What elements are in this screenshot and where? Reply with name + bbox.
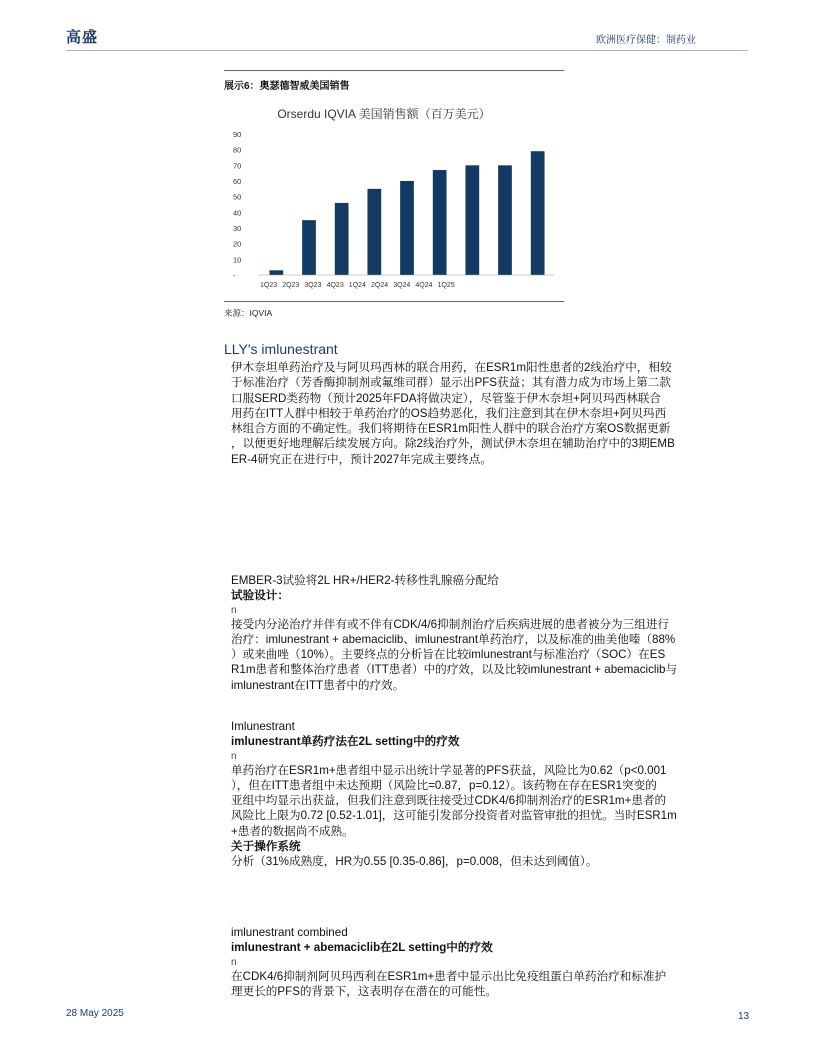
x-tick-label: 1Q23 (260, 282, 278, 289)
bullet-marker: n (231, 604, 237, 616)
x-tick-label: 1Q25 (437, 282, 455, 289)
combination-heading: imlunestrant combined (231, 926, 348, 939)
paragraph-line: ，以便更好地理解后续发展方向。除2线治疗外，测试伊木奈坦在辅助治疗中的3期EMB (231, 437, 675, 451)
paragraph-line: 风险比上限为0.72 [0.52-1.01]，这可能引发部分投资者对监管审批的担忧。当时ESR1m (231, 809, 677, 823)
paragraph-line: 伊木奈坦单药治疗及与阿贝玛西林的联合用药，在ESR1m阳性患者的2线治疗中，相较 (231, 361, 672, 374)
monotherapy-heading: Imlunestrant (231, 720, 295, 733)
bar (269, 270, 283, 275)
paragraph-line: R1m患者和整体治疗患者（ITT患者）中的疗效，以及比较imlunestrant + abemaciclib与 (231, 663, 678, 677)
paragraph-line: 接受内分泌治疗并伴有或不伴有CDK/4/6抑制剂治疗后疾病进展的患者被分为三组进行 (231, 617, 670, 631)
paragraph-line: 分析（31%成熟度，HR为0.55 [0.35-0.86]，p=0.008，但未达到阈值）。 (231, 855, 598, 869)
y-tick-label: 10 (233, 255, 242, 265)
y-tick-label: 80 (233, 145, 242, 155)
y-tick-label: 50 (233, 192, 242, 202)
bar (433, 170, 447, 275)
x-tick-label: 4Q24 (415, 282, 433, 289)
trial-design-heading: 试验设计： (231, 589, 289, 603)
paragraph-line: ），但在ITT患者组中未达预期（风险比=0.87，p=0.12）。该药物在存在ESR1突变的 (231, 778, 657, 792)
exhibit-bottom-rule (224, 301, 564, 302)
exhibit-title: 展示6：奥瑟德智威美国销售 (224, 81, 350, 92)
y-tick-label: 30 (233, 224, 242, 233)
y-tick-label: 20 (233, 239, 242, 249)
exhibit-source: 来源：IQVIA (224, 308, 273, 318)
combination-subheading: imlunestrant + abemaciclib在2L setting中的疗效 (231, 941, 493, 955)
x-tick-label: 3Q24 (393, 282, 411, 289)
page-number: 13 (738, 1011, 750, 1022)
combination-block (231, 925, 749, 999)
paragraph-line: +患者的数据尚不成熟。 (231, 824, 354, 838)
x-tick-label: 1Q24 (348, 282, 366, 289)
y-tick-label: 70 (233, 161, 242, 171)
footer-date: 28 May 2025 (66, 1008, 124, 1019)
exhibit-top-rule (224, 70, 564, 71)
paragraph-line: 口服SERD类药物（预计2025年FDA将做决定），尽管鉴于伊木奈坦+阿贝玛西林联合 (231, 391, 661, 405)
x-tick-label: 3Q23 (304, 282, 322, 289)
paragraph-line: 用药在ITT人群中相较于单药治疗的OS趋势恶化，我们注意到其在伊木奈坦+阿贝玛西 (231, 406, 667, 420)
bar (498, 165, 512, 275)
x-tick-label: 2Q24 (371, 282, 389, 289)
y-tick-label: 60 (233, 177, 242, 186)
y-tick-label: - (233, 271, 236, 280)
header-section: 欧洲医疗保健：制药业 (596, 35, 696, 46)
chart-title: Orserdu IQVIA 美国销售额（百万美元） (277, 107, 491, 121)
section-title: LLY's imlunestrant (224, 341, 338, 357)
paragraph-line: 亚组中均显示出获益，但我们注意到既往接受过CDK4/6抑制剂治疗的ESR1m+患者的 (231, 794, 667, 808)
bar (400, 181, 414, 275)
paragraph-line: 治疗：imlunestrant + abemaciclib、imlunestrant单药治疗，以及标准的曲美他嗪（88% (231, 632, 676, 646)
bullet-marker: n (231, 750, 237, 762)
bar (465, 165, 479, 275)
ember3-heading: EMBER-3试验将2L HR+/HER2-转移性乳腺癌分配给 (231, 574, 499, 587)
y-tick-label: 90 (233, 130, 242, 139)
paragraph-line: imlunestrant在ITT患者中的疗效。 (231, 678, 405, 692)
bar (367, 189, 381, 275)
paragraph-line: 林组合方面的不确定性。我们将期待在ESR1m阳性人群中的联合治疗方案OS数据更新 (231, 422, 671, 436)
paragraph-line: 在CDK4/6抑制剂阿贝玛西利在ESR1m+患者中显示出比免疫组蛋白单药治疗和标准护 (231, 969, 667, 983)
y-tick-label: 40 (233, 208, 242, 218)
ember3-block (231, 573, 749, 693)
paragraph-line: 于标准治疗（芳香酶抑制剂或氟维司群）显示出PFS获益；其有潜力成为市场上第二款 (231, 376, 671, 390)
bar (531, 151, 545, 275)
sales-bar-chart (224, 98, 564, 298)
x-tick-label: 4Q23 (326, 282, 344, 289)
bar (335, 203, 349, 275)
brand-logo: 高盛 (66, 29, 99, 46)
monotherapy-subheading: imlunestrant单药疗法在2L setting中的疗效 (231, 735, 460, 749)
bullet-marker: n (231, 956, 237, 968)
paragraph-line: 单药治疗在ESR1m+患者组中显示出统计学显著的PFS获益，风险比为0.62（p<0.001 (231, 763, 667, 777)
monotherapy-block (231, 719, 749, 870)
bar (302, 220, 316, 275)
section1-paragraph (231, 360, 749, 467)
paragraph-line: ER-4研究正在进行中，预计2027年完成主要终点。 (231, 452, 492, 466)
paragraph-line: 理更长的PFS的背景下，这表明存在潜在的可能性。 (231, 984, 498, 998)
x-tick-label: 2Q23 (282, 282, 300, 289)
paragraph-line: ）或来曲唑（10%）。主要终点的分析旨在比较imlunestrant与标准治疗（SOC）在ES (231, 648, 666, 662)
header-divider (66, 50, 748, 51)
os-heading: 关于操作系统 (231, 840, 301, 854)
